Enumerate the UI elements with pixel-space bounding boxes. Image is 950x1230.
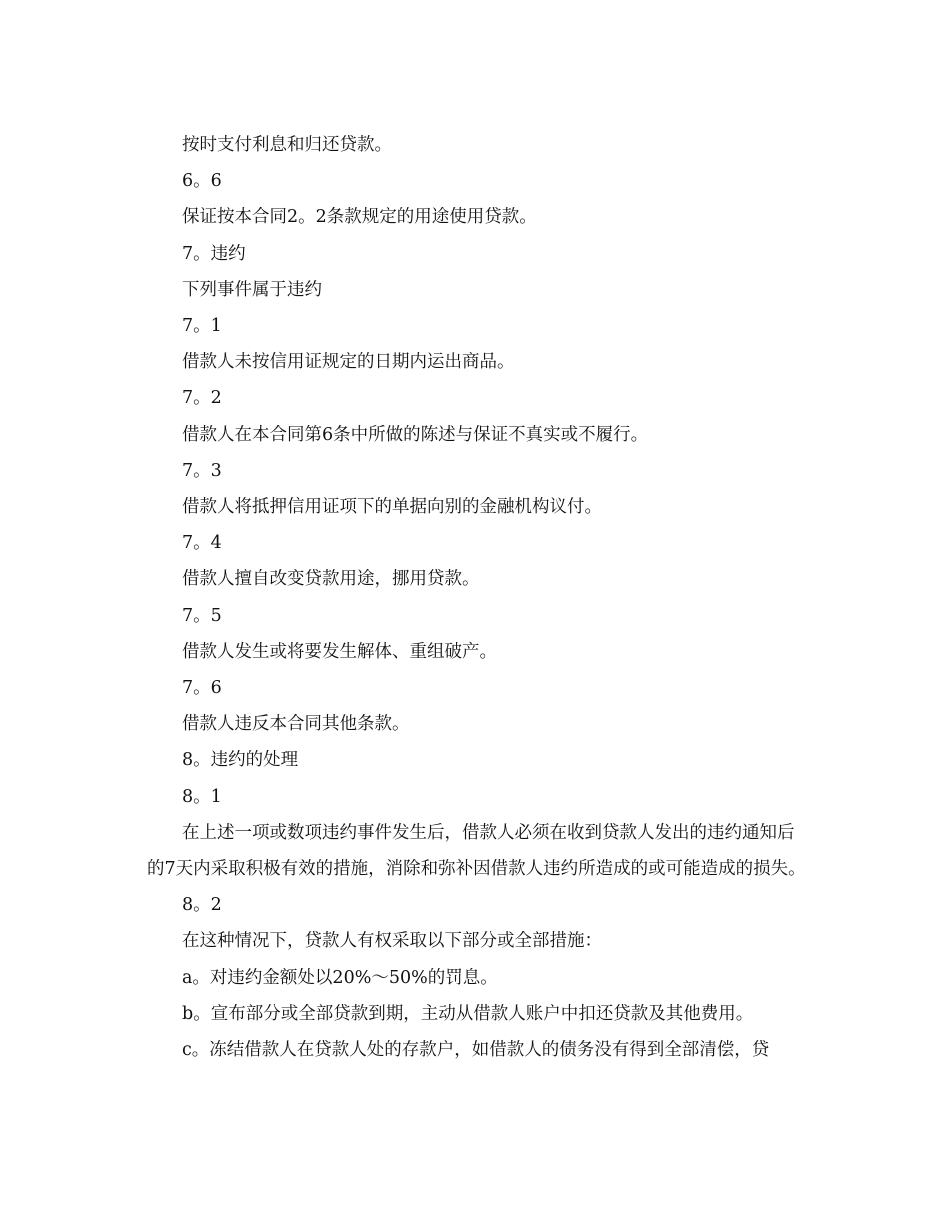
section-heading: 8。违约的处理 <box>182 750 299 771</box>
clause-number: 7。5 <box>182 605 222 626</box>
paragraph: 借款人发生或将要发生解体、重组破产。 <box>182 641 497 662</box>
clause-number: 8。2 <box>182 895 222 916</box>
paragraph: 借款人在本合同第6条中所做的陈述与保证不真实或不履行。 <box>182 424 649 445</box>
list-item: a。对违约金额处以20%～50%的罚息。 <box>182 967 498 988</box>
document-body <box>147 127 807 1068</box>
paragraph: 借款人未按信用证规定的日期内运出商品。 <box>182 352 515 373</box>
section-heading: 7。违约 <box>182 243 246 264</box>
clause-number: 7。3 <box>182 460 222 481</box>
clause-number: 6。6 <box>182 171 222 192</box>
paragraph: 按时支付利息和归还贷款。 <box>182 135 392 155</box>
clause-number: 8。1 <box>182 786 222 807</box>
clause-number: 7。4 <box>182 533 222 554</box>
clause-number: 7。2 <box>182 388 222 409</box>
paragraph: 下列事件属于违约 <box>182 279 322 300</box>
list-item: c。冻结借款人在贷款人处的存款户，如借款人的债务没有得到全部清偿，贷 <box>182 1040 770 1061</box>
clause-number: 7。1 <box>182 316 222 337</box>
clause-number: 7。6 <box>182 678 222 699</box>
paragraph: 借款人擅自改变贷款用途，挪用贷款。 <box>182 569 480 590</box>
paragraph: 保证按本合同2。2条款规定的用途使用贷款。 <box>182 207 537 228</box>
paragraph: 借款人将抵押信用证项下的单据向别的金融机构议付。 <box>182 497 602 518</box>
list-item: b。宣布部分或全部贷款到期，主动从借款人账户中扣还贷款及其他费用。 <box>182 1003 754 1024</box>
paragraph: 借款人违反本合同其他条款。 <box>182 714 410 735</box>
paragraph: 在这种情况下，贷款人有权采取以下部分或全部措施： <box>182 931 602 952</box>
paragraph-multiline: 在上述一项或数项违约事件发生后，借款人必须在收到贷款人发出的违约通知后的7天内采取积极有效的措施，消除和弥补因借款人违约所造成的或可能造成的损失。 <box>147 822 806 880</box>
